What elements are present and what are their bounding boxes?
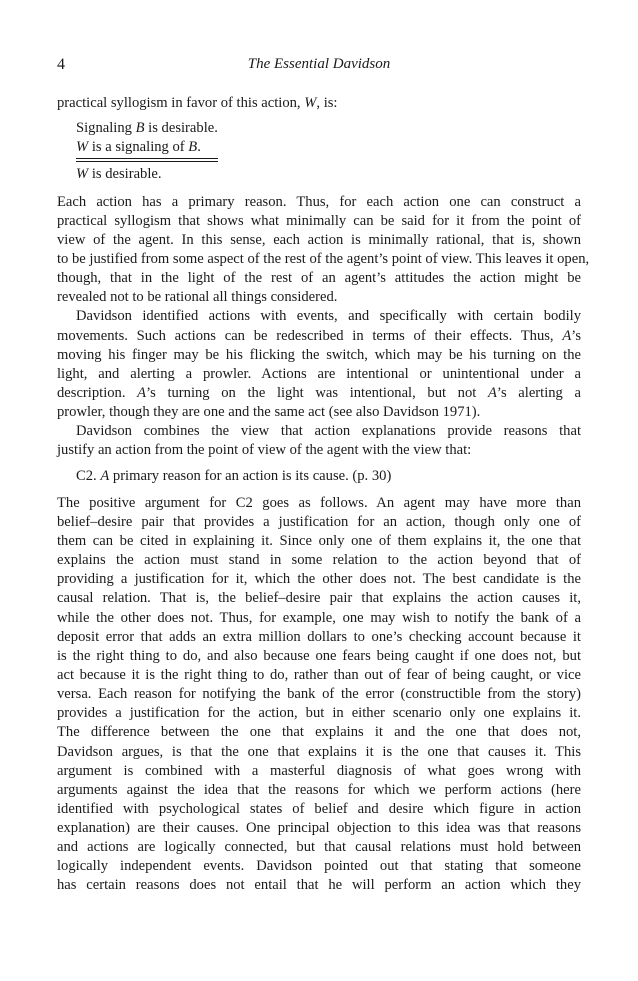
paragraph-3	[57, 422, 581, 460]
paragraph-line: to be justified from some aspect of the rest of the agent’s point of view. This leaves it open,	[57, 250, 590, 267]
paragraph-line: description. A’s turning on the light was intentional, but not A’s alerting a	[57, 384, 581, 401]
paragraph-line: The difference between the one that explains it and the one that does not,	[57, 724, 581, 741]
running-title: The Essential Davidson	[247, 56, 391, 72]
paragraph-line: light, and alerting a prowler. Actions are intentional or unintentional under a	[57, 365, 581, 382]
quote-c2: C2. A primary reason for an action is its cause. (p. 30)	[76, 467, 392, 484]
paragraph-line: arguments against the idea that the reasons for which we perform actions (here	[57, 781, 581, 798]
paragraph-line: Davidson identified actions with events, and specifically with certain bodily	[76, 308, 581, 325]
paragraph-line: versa. Each reason for notifying the bank of the error (constructible from the story)	[57, 686, 581, 703]
syllogism-premise-1: Signaling B is desirable.	[76, 120, 218, 137]
paragraph-line: has certain reasons does not entail that he will perform an action which they	[57, 877, 581, 894]
syllogism-conclusion: W is desirable.	[76, 166, 162, 183]
paragraph-line: Davidson combines the view that action explanations provide reasons that	[76, 423, 581, 440]
paragraph-line: is the right thing to do, and also because one fears being caught if one does not, but	[57, 647, 581, 664]
paragraph-line: justify an action from the point of view of the agent with the view that:	[57, 442, 472, 459]
paragraph-line: provides a justification for the action, but in either scenario only one explains it.	[57, 705, 581, 722]
paragraph-line: movements. Such actions can be redescribed in terms of their effects. Thus, A’s	[57, 327, 581, 344]
paragraph-line: belief–desire pair that provides a justification for an action, though only one of	[57, 513, 581, 530]
paragraph-line: The positive argument for C2 goes as follows. An agent may have more than	[57, 494, 581, 511]
paragraph-line: explanation) are their causes. One principal objection to this idea was that reasons	[57, 820, 581, 837]
paragraph-1	[57, 193, 590, 308]
syllogism-premise-2: W is a signaling of B.	[76, 139, 201, 156]
paragraph-line: deposit error that adds an extra million dollars to one’s checking account because it	[57, 628, 581, 645]
paragraph-line: explains the action must stand in some relation to the action beyond that of	[57, 552, 581, 569]
page-header	[57, 56, 581, 78]
paragraph-line: argument is combined with a masterful diagnosis of what goes wrong with	[57, 762, 581, 779]
syllogism-rule-top	[76, 158, 218, 159]
paragraph-2	[57, 307, 581, 422]
paragraph-line: act because it is the right thing to do, rather than out of fear of being caught, or vice	[57, 666, 581, 683]
page-number: 4	[57, 56, 65, 73]
paragraph-line: practical syllogism that shows what minimally can be said for it from the point of	[57, 212, 581, 229]
paragraph-line: view of the agent. In this sense, each action is minimally rational, that is, shown	[57, 231, 581, 248]
paragraph-line: Each action has a primary reason. Thus, for each action one can construct a	[57, 193, 581, 210]
syllogism-rule-bottom	[76, 161, 218, 162]
paragraph-line: them can be cited in explaining it. Since only one of them explains it, the one that	[57, 532, 581, 549]
practical-syllogism	[57, 119, 581, 184]
paragraph-line: Davidson argues, is that the one that explains it is the one that causes it. This	[57, 743, 581, 760]
paragraph-line: while the other does not. Thus, for example, one may wish to notify the bank of a	[57, 609, 581, 626]
page-body	[57, 94, 590, 896]
paragraph-line: causal relation. That is, the belief–desire pair that explains the action causes it,	[57, 590, 581, 607]
paragraph-4	[57, 494, 581, 896]
paragraph-line: revealed not to be rational all things considered.	[57, 289, 338, 306]
paragraph-line: and actions are logically connected, but that causal relations must hold between	[57, 839, 581, 856]
quote-c2-block	[57, 467, 581, 486]
paragraph-line: identified with psychological states of belief and desire which figure in action	[57, 800, 581, 817]
paragraph-line: logically independent events. Davidson pointed out that stating that someone	[57, 858, 581, 875]
paragraph-line: moving his finger may be his flicking the switch, which may be his turning on the	[57, 346, 581, 363]
intro-line: practical syllogism in favor of this action, W, is:	[57, 95, 338, 111]
paragraph-line: though, that in the light of the rest of an agent’s attitudes the action might be	[57, 270, 581, 287]
paragraph-line: prowler, though they are one and the same act (see also Davidson 1971).	[57, 404, 481, 421]
paragraph-line: providing a justification for it, which the other does not. The best candidate is the	[57, 571, 581, 588]
